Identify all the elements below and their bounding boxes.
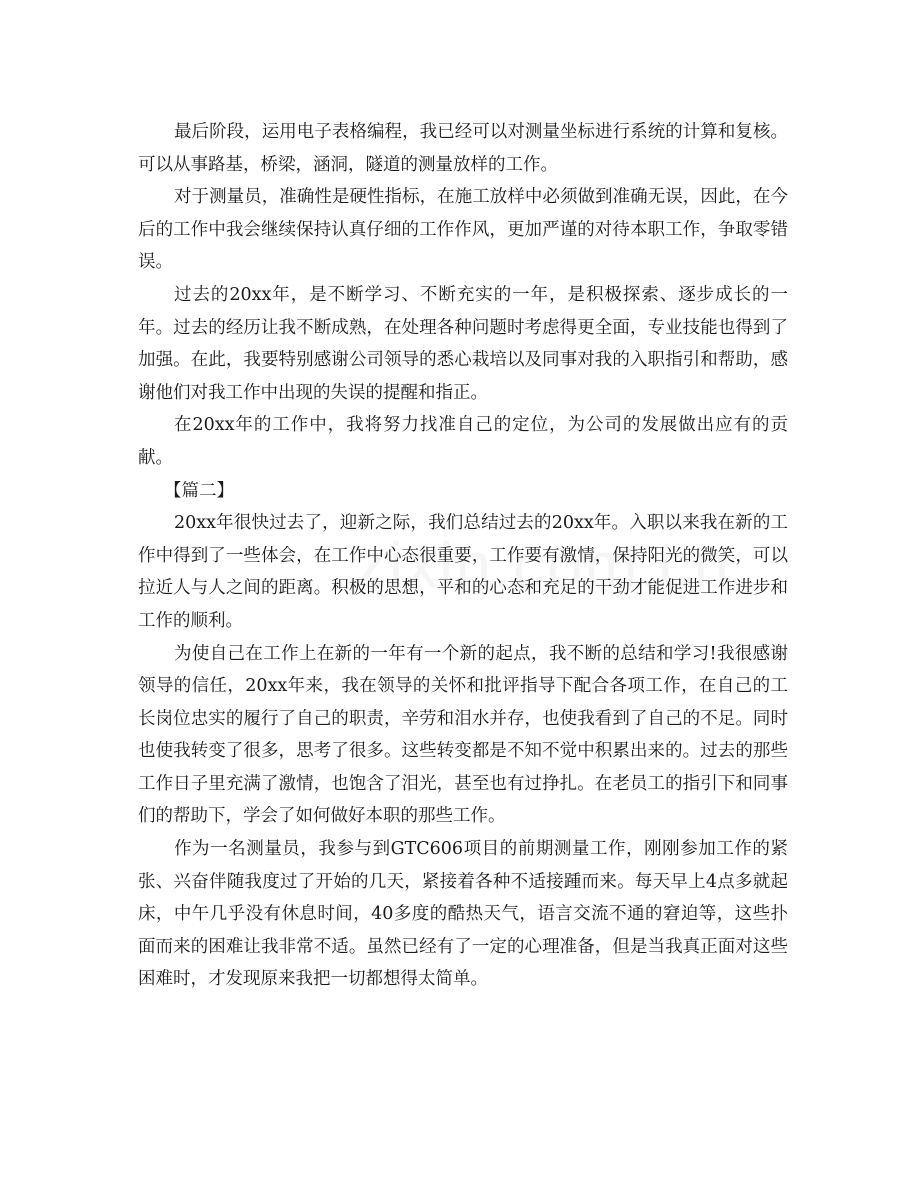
paragraph-6: 为使自己在工作上在新的一年有一个新的起点，我不断的总结和学习!我很感谢领导的信任，20xx年来，我在领导的关怀和批评指导下配合各项工作，在自己的工长岗位忠实的履行了自己的职责，辛劳和泪水并存，也使我看到了自己的不足。同时也使我转变了很多，思考了很多。这些转变都是不知不觉中积累出来的。过去的那些工作日子里充满了激情，也饱含了泪光，甚至也有过挣扎。在老员工的指引下和同事们的帮助下，学会了如何做好本职的那些工作。 (138, 643, 788, 827)
paragraph-1: 最后阶段，运用电子表格编程，我已经可以对测量坐标进行系统的计算和复核。可以从事路基，桥梁，涵洞，隧道的测量放样的工作。 (138, 122, 788, 175)
paragraph-7: 作为一名测量员，我参与到GTC606项目的前期测量工作，刚刚参加工作的紧张、兴奋伴随我度过了开始的几天，紧接着各种不适接踵而来。每天早上4点多就起床，中午几乎没有休息时间，40多度的酷热天气，语言交流不通的窘迫等，这些扑面而来的困难让我非常不适。虽然已经有了一定的心理准备，但是当我真正面对这些困难时，才发现原来我把一切都想得太简单。 (138, 839, 788, 990)
document-body (138, 116, 788, 996)
paragraph-2: 对于测量员，准确性是硬性指标，在施工放样中必须做到准确无误，因此，在今后的工作中我会继续保持认真仔细的工作作风，更加严谨的对待本职工作，争取零错误。 (138, 187, 788, 273)
paragraph-3: 过去的20xx年，是不断学习、不断充实的一年，是积极探索、逐步成长的一年。过去的经历让我不断成熟，在处理各种问题时考虑得更全面，专业技能也得到了加强。在此，我要特别感谢公司领导的悉心栽培以及同事对我的入职指引和帮助，感谢他们对我工作中出现的失误的提醒和指正。 (138, 284, 788, 403)
paragraph-4: 在20xx年的工作中，我将努力找准自己的定位，为公司的发展做出应有的贡献。 (138, 415, 788, 468)
paragraph-5: 20xx年很快过去了，迎新之际，我们总结过去的20xx年。入职以来我在新的工作中得到了一些体会，在工作中心态很重要，工作要有激情，保持阳光的微笑，可以拉近人与人之间的距离。积极的思想，平和的心态和充足的干劲才能促进工作进步和工作的顺利。 (138, 513, 788, 631)
section-heading: 【篇二】 (164, 480, 234, 501)
